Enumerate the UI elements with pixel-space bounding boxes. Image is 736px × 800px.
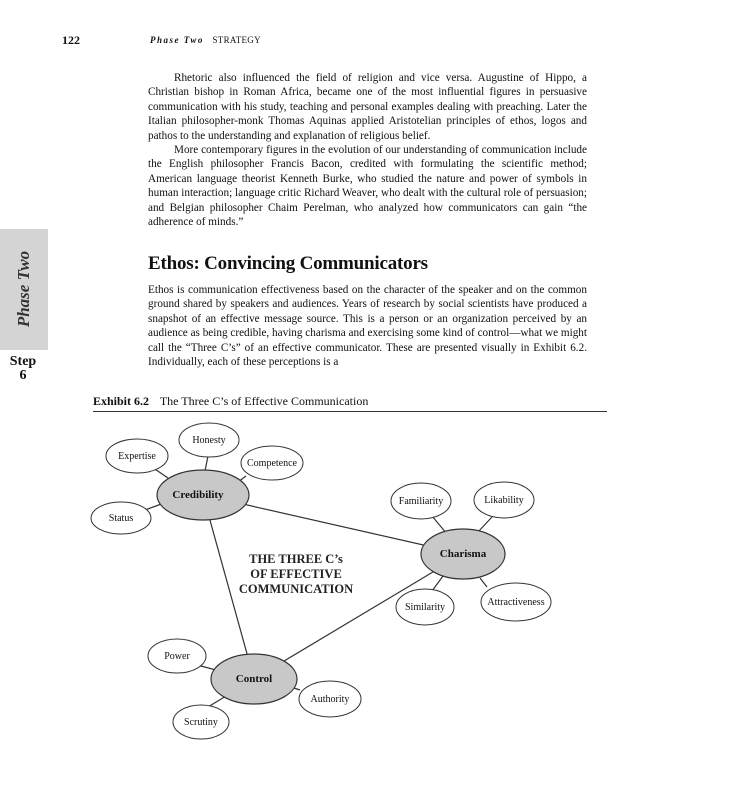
label-familiarity: Familiarity [398,496,444,507]
center-title-line-2: OF EFFECTIVE [250,567,342,581]
exhibit-title: The Three C’s of Effective Communication [159,394,369,408]
running-head-phase: Phase Two [150,35,204,45]
ethos-paragraph: Ethos is communication effectiveness based on the character of the speaker and on the common ground shared by speakers and audiences. Years of research by social scientists have produced a snapshot of an effective message source. This is a person or an organization perceived by an audience as being credible, having charisma and exercising some kind of control—what we might call the “Three C’s” of an effective communicator. These are presented visually in Exhibit 6.2. Individually, each of these perceptions is a [148,284,587,369]
spoke-attractiveness [480,578,487,587]
intro-paragraph-2: More contemporary figures in the evolution of our understanding of communication include the English philosopher Francis Bacon, credited with formulating the scientific method; American language theorist Kenneth Burke, who studied the nature and power of symbols in human interaction; language critic Richard Weaver, who dealt with the cultural role of persuasion; and Belgian philosopher Chaim Perelman, who analyzed how communicators can gain “the adherence of minds.” [148,144,587,229]
step-word: Step [9,354,37,369]
label-control: Control [235,673,273,685]
step-number: 6 [19,368,27,383]
running-head-section: STRATEGY [212,35,261,45]
page-number: 122 [62,33,80,47]
label-power: Power [164,651,190,662]
label-likability: Likability [484,495,524,506]
label-expertise: Expertise [118,451,156,462]
center-title-line-3: COMMUNICATION [238,582,354,596]
label-charisma: Charisma [439,548,487,560]
intro-paragraph-1: Rhetoric also influenced the field of religion and vice versa. Augustine of Hippo, a Christian bishop in Roman Africa, became one of the most influential figures in persuasive communication with his study, teaching and personal examples dealing with preaching. Later the Italian philosopher-monk Thomas Aquinas applied Aristotelian principles of ethos, logos and pathos to the understanding and explanation of religious belief. [148,72,587,142]
spoke-similarity [432,576,443,591]
side-tab-label: Phase Two [14,250,33,328]
label-similarity: Similarity [405,602,445,613]
label-scrutiny: Scrutiny [184,717,218,728]
exhibit-number: Exhibit 6.2 [93,394,150,408]
label-credibility: Credibility [172,489,224,501]
spoke-honesty [205,456,208,471]
label-authority: Authority [310,694,350,705]
label-competence: Competence [247,458,297,469]
center-title-line-1: THE THREE C’s [249,552,343,566]
label-attractiveness: Attractiveness [487,597,545,608]
section-heading: Ethos: Convincing Communicators [148,253,428,274]
label-status: Status [108,513,134,524]
label-honesty: Honesty [192,435,226,446]
spoke-scrutiny [208,696,226,707]
